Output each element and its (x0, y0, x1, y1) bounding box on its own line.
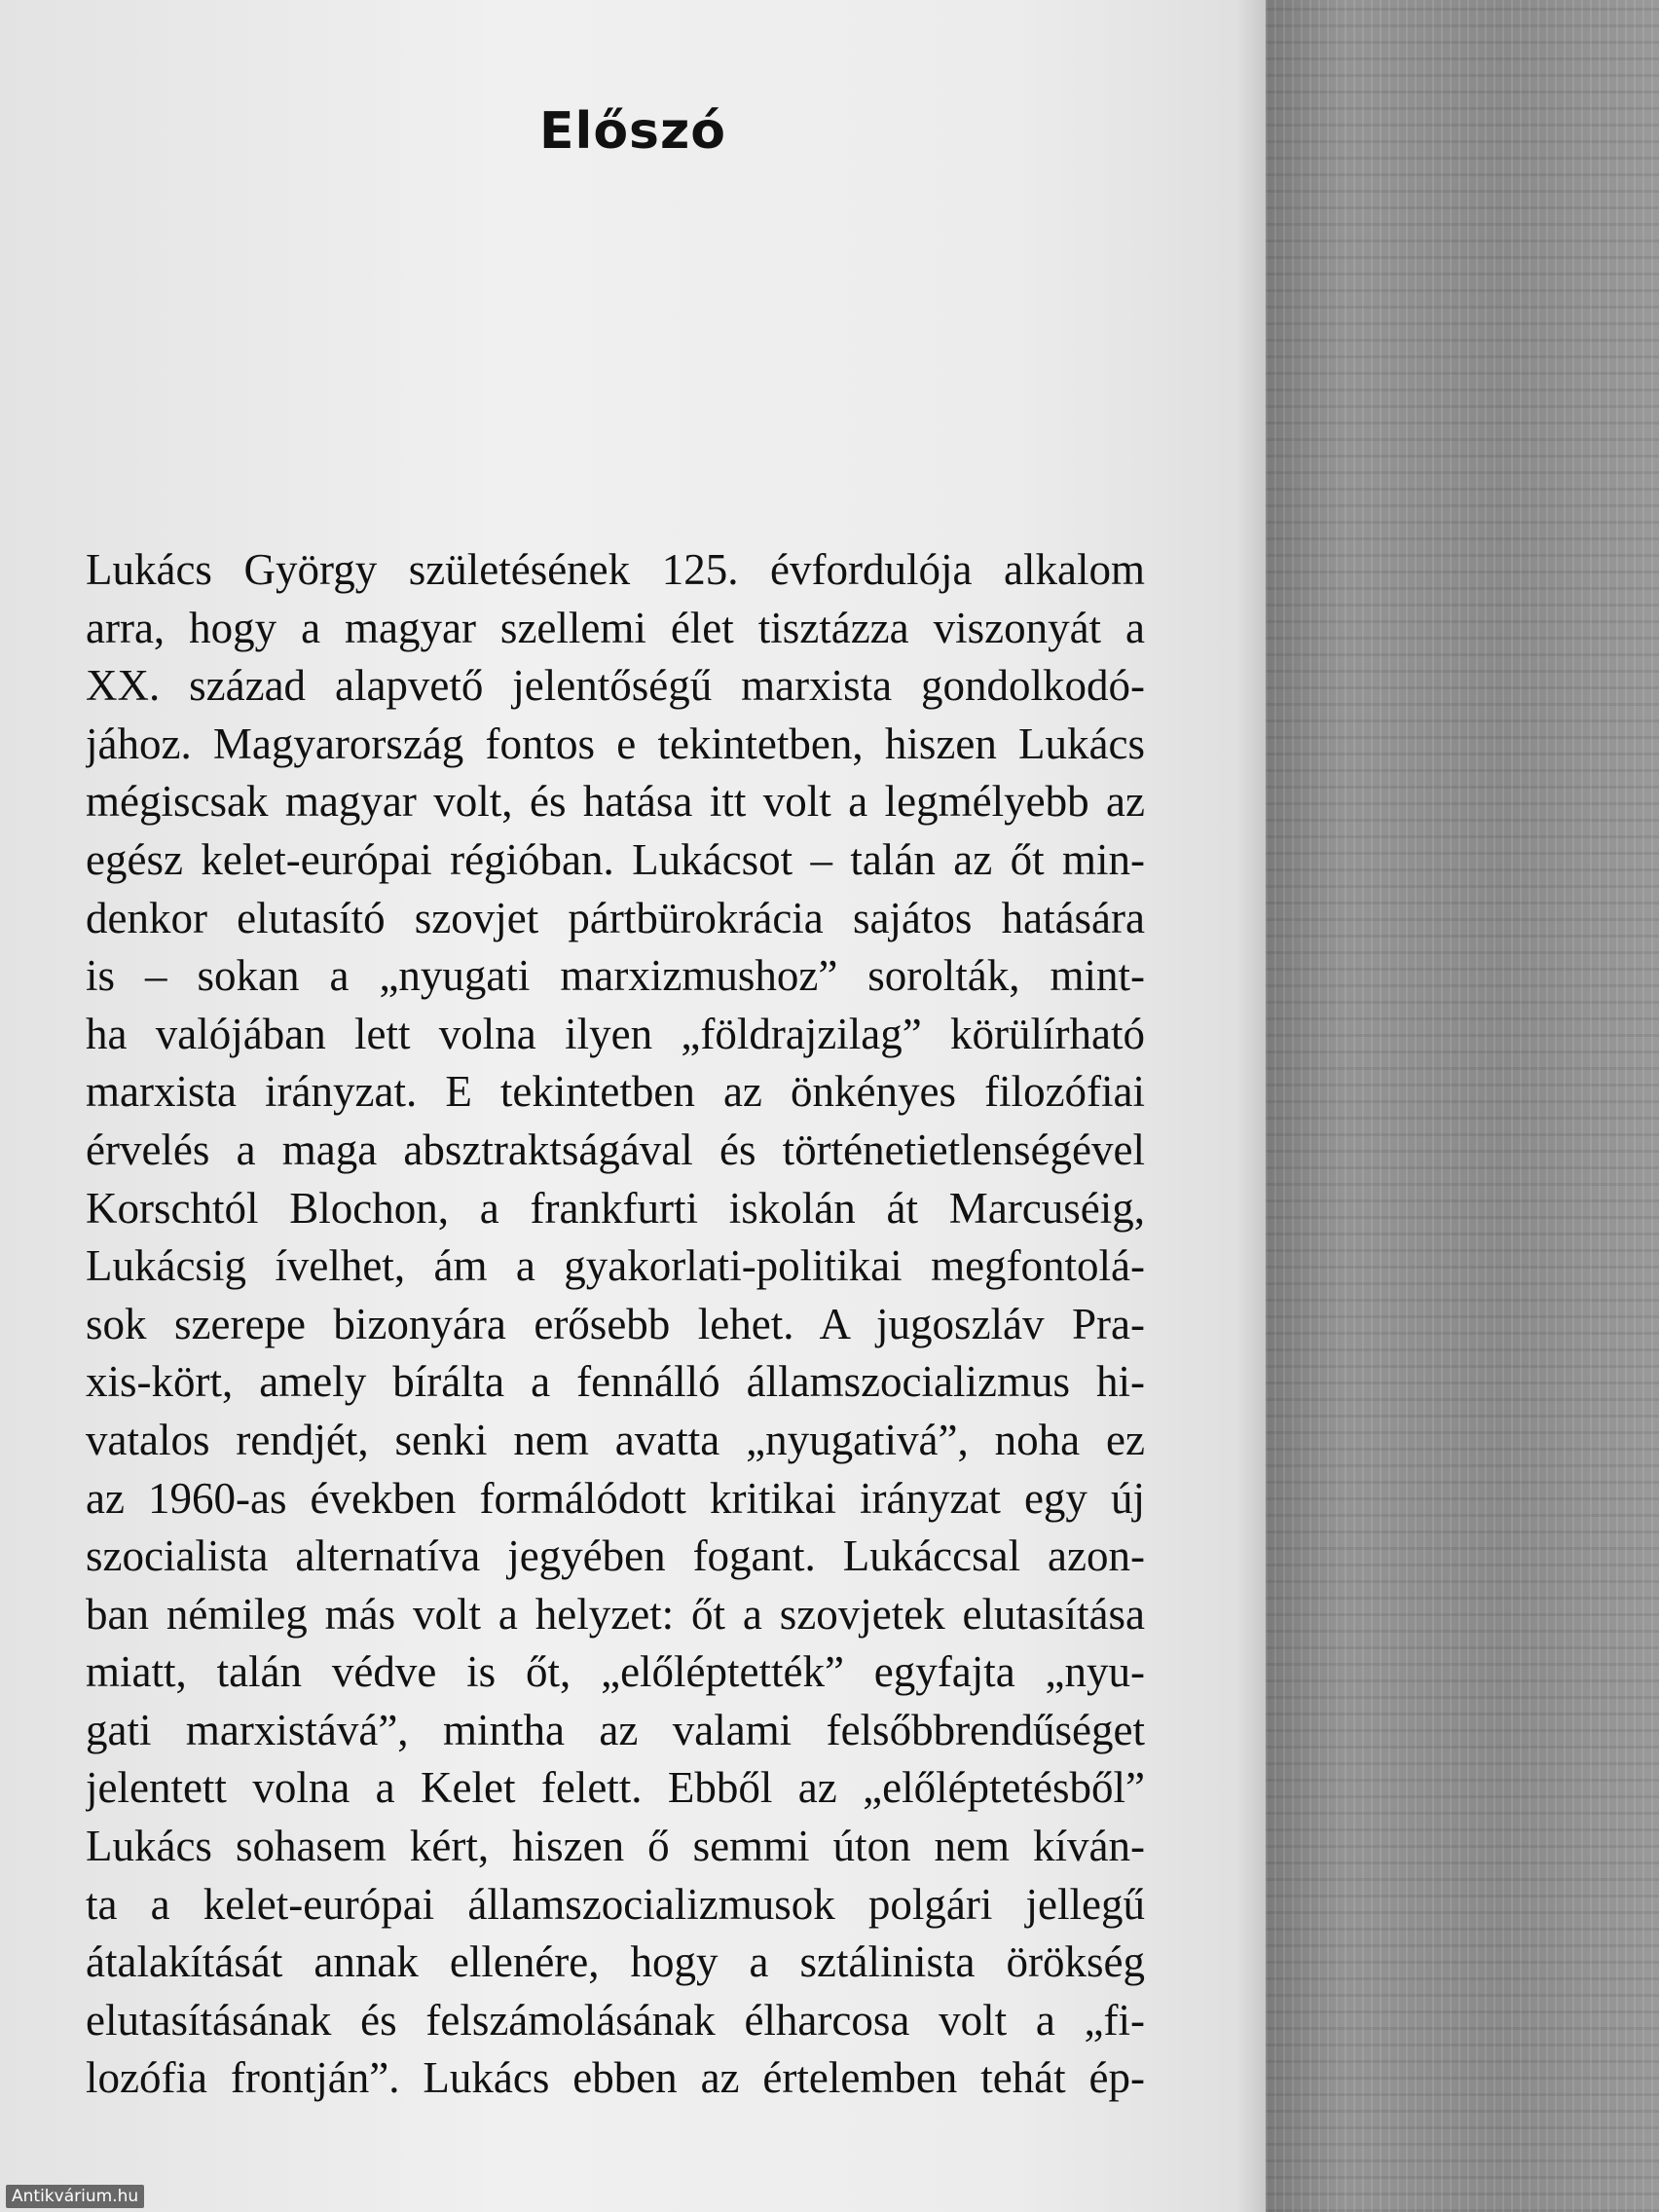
text-line: is – sokan a „nyugati marxizmushoz” sorolták, mint- (86, 951, 1145, 1001)
page-edge-shadow (1236, 0, 1266, 2212)
text-line: Korschtól Blochon, a frankfurti iskolán át Marcuséig, (86, 1183, 1145, 1233)
text-line: miatt, talán védve is őt, „előléptették” egyfajta „nyu- (86, 1647, 1145, 1697)
text-line: érvelés a maga absztraktságával és történetietlenségével (86, 1124, 1145, 1174)
text-line: elutasításának és felszámolásának élharcosa volt a „fi- (86, 1995, 1145, 2045)
watermark: Antikvárium.hu (6, 2185, 144, 2208)
text-line: szocialista alternatíva jegyében fogant. Lukáccsal azon- (86, 1531, 1145, 1581)
text-line: ta a kelet-európai államszocializmusok polgári jellegű (86, 1879, 1145, 1929)
text-line: denkor elutasító szovjet pártbürokrácia sajátos hatására (86, 893, 1145, 942)
text-line: marxista irányzat. E tekintetben az önkényes filozófiai (86, 1067, 1145, 1117)
text-line: az 1960-as években formálódott kritikai irányzat egy új (86, 1473, 1145, 1523)
text-line: arra, hogy a magyar szellemi élet tisztázza viszonyát a (86, 603, 1145, 652)
text-line: Lukács sohasem kért, hiszen ő semmi úton nem kíván- (86, 1822, 1145, 1871)
text-line: átalakítását annak ellenére, hogy a sztálinista örökség (86, 1937, 1145, 1987)
text-line: lozófia frontján”. Lukács ebben az értelemben tehát ép- (86, 2053, 1145, 2103)
text-line: mégiscsak magyar volt, és hatása itt volt a legmélyebb az (86, 777, 1145, 827)
page-title: Előszó (538, 101, 726, 161)
text-line: XX. század alapvető jelentőségű marxista gondolkodó- (86, 661, 1145, 711)
text-line: gati marxistává”, mintha az valami felsőbbrendűséget (86, 1705, 1145, 1754)
text-line: jához. Magyarország fontos e tekintetben, hiszen Lukács (86, 719, 1145, 768)
background-surface (1266, 0, 1659, 2212)
text-line: vatalos rendjét, senki nem avatta „nyugativá”, noha ez (86, 1415, 1145, 1464)
body-text (86, 541, 1145, 2108)
text-line: Lukácsig ívelhet, ám a gyakorlati-politikai megfontolá- (86, 1241, 1145, 1291)
text-line: Lukács György születésének 125. évfordulója alkalom (86, 545, 1145, 594)
text-line: sok szerepe bizonyára erősebb lehet. A jugoszláv Pra- (86, 1299, 1145, 1348)
text-line: xis-kört, amely bírálta a fennálló államszocializmus hi- (86, 1357, 1145, 1407)
text-line: jelentett volna a Kelet felett. Ebből az „előléptetésből” (86, 1763, 1145, 1813)
text-line: ha valójában lett volna ilyen „földrajzilag” körülírható (86, 1009, 1145, 1058)
text-line: ban némileg más volt a helyzet: őt a szovjetek elutasítása (86, 1589, 1145, 1639)
text-line: egész kelet-európai régióban. Lukácsot – talán az őt min- (86, 834, 1145, 884)
